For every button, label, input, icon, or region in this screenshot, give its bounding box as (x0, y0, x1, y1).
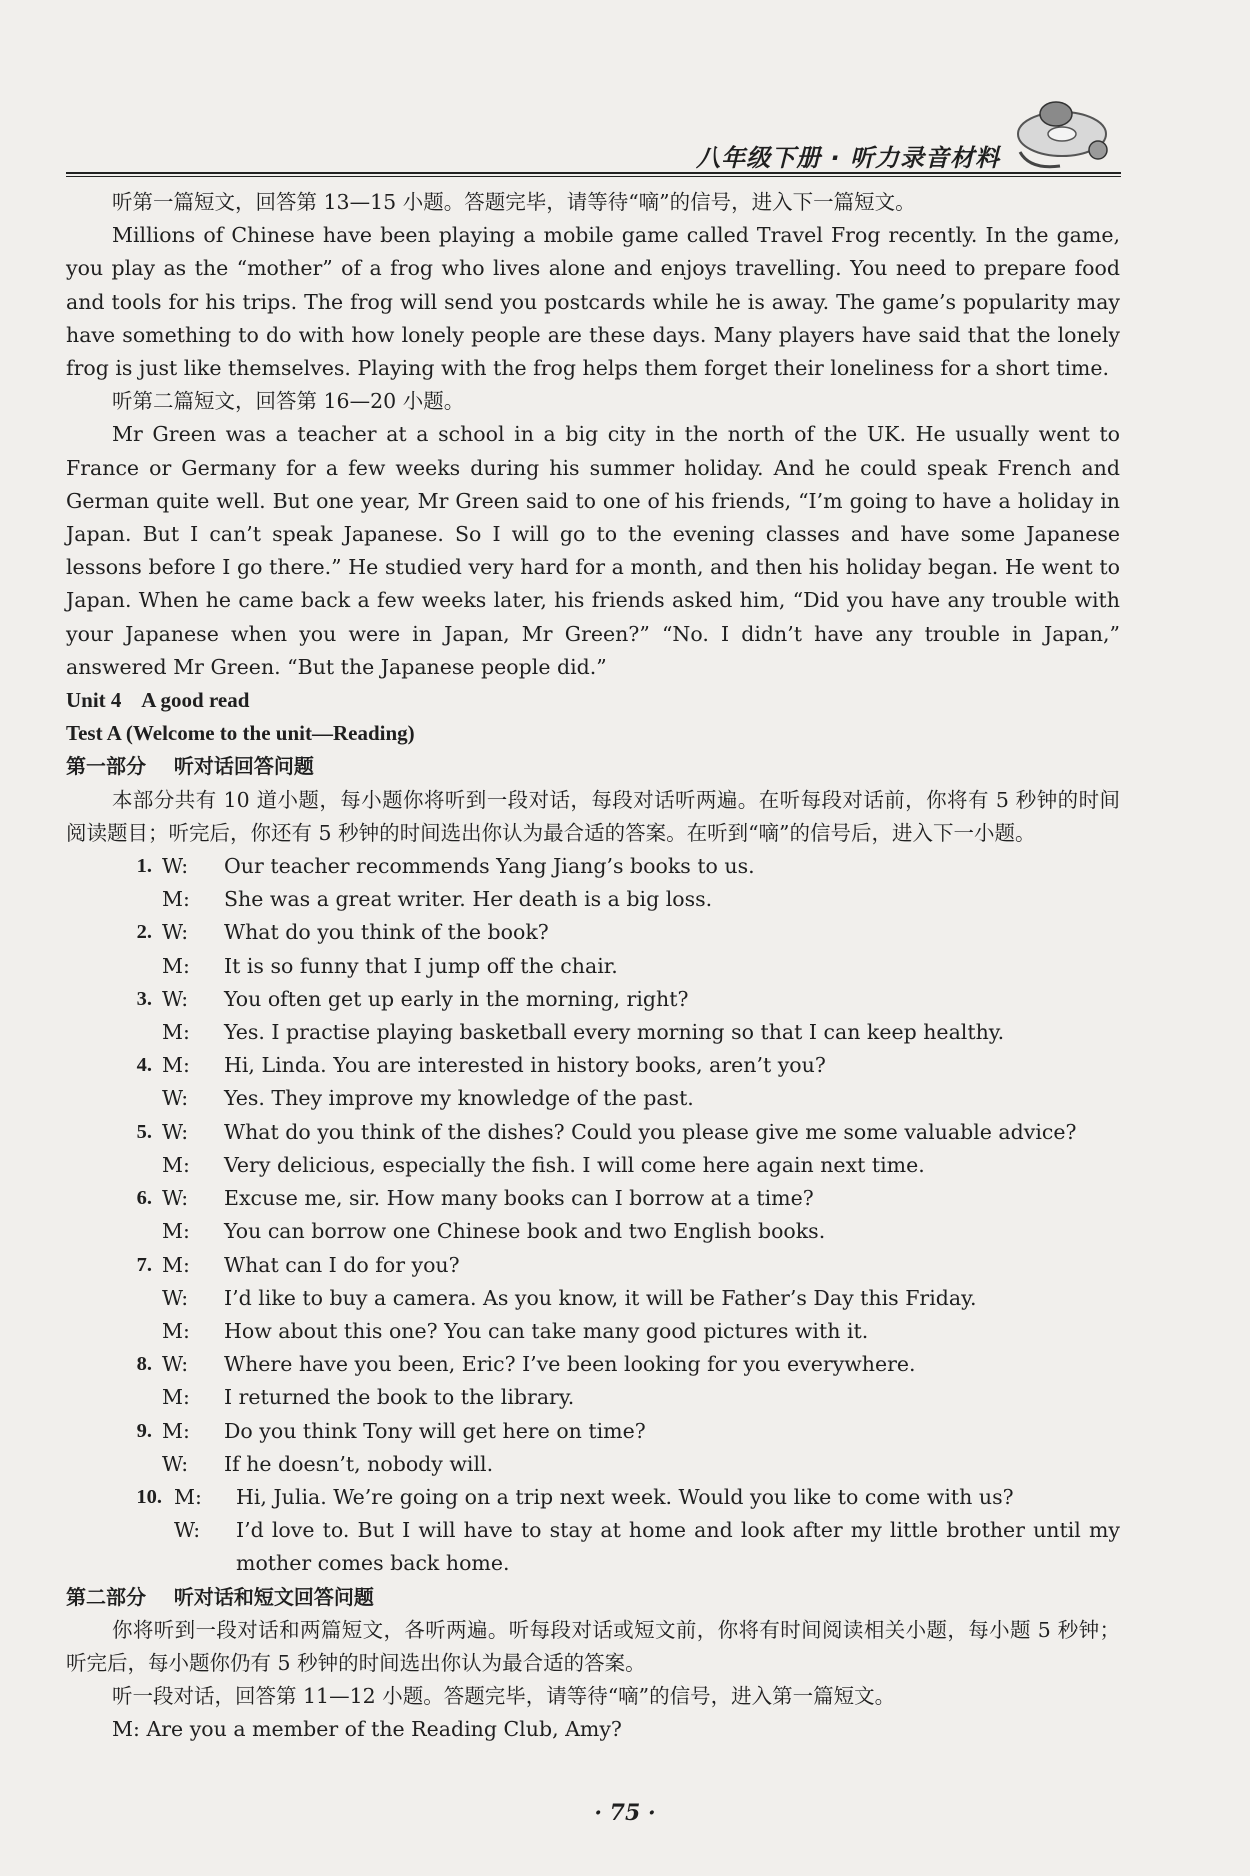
speaker: W: (162, 986, 189, 1011)
question-number: 7. (136, 1253, 152, 1276)
dialogue-line (66, 1282, 1120, 1315)
dialogue-line (66, 883, 1120, 916)
line-text: I returned the book to the library. (224, 1385, 575, 1410)
speaker: M: (162, 1252, 190, 1277)
line-text: Very delicious, especially the fish. I will come here again next time. (224, 1152, 925, 1177)
speaker: W: (162, 854, 189, 879)
speaker: W: (162, 1086, 189, 1111)
question-number: 8. (136, 1353, 152, 1376)
header-rule (66, 172, 1121, 174)
dialogue-line (66, 1348, 1120, 1381)
speaker: W: (162, 1186, 189, 1211)
dialogue-line (66, 1381, 1120, 1414)
part1-title: 第一部分 听对话回答问题 (66, 754, 314, 779)
dialogue-line (66, 1448, 1120, 1481)
dialogue-line (66, 1215, 1120, 1248)
speaker: M: (162, 1053, 190, 1078)
line-text: Yes. They improve my knowledge of the past. (224, 1086, 694, 1111)
passage2: Mr Green was a teacher at a school in a big city in the north of the UK. He usually went to France or Germany for a few weeks during his summer holiday. And he could speak French and German quite well. But one year, Mr Green said to one of his friends, “I’m going to have a holiday in Japan. But I can’t speak Japanese. So I will go to the evening classes and have some Japanese lessons before I go there.” He studied very hard for a month, and then his holiday began. He went to Japan. When he came back a few weeks later, his friends asked him, “Did you have any trouble with your Japanese when you were in Japan, Mr Green?” “No. I didn’t have any trouble in Japan,” answered Mr Green. “But the Japanese people did.” (66, 422, 1120, 679)
speaker: W: (174, 1518, 201, 1543)
speaker: M: (162, 1020, 190, 1045)
dialogue-line (66, 1514, 1120, 1580)
question-number: 1. (136, 855, 152, 878)
speaker: M: (162, 1385, 190, 1410)
line-text: Excuse me, sir. How many books can I borrow at a time? (224, 1186, 814, 1211)
line-text: How about this one? You can take many good pictures with it. (224, 1318, 869, 1343)
line-text: Where have you been, Eric? I’ve been looking for you everywhere. (224, 1352, 916, 1377)
headphones-cd-icon (1000, 92, 1120, 172)
part2-instructions: 你将听到一段对话和两篇短文，各听两遍。听每段对话或短文前，你将有时间阅读相关小题，每小题 5 秒钟；听完后，每小题你仍有 5 秒钟的时间选出你认为最合适的答案。 (66, 1617, 1120, 1675)
page-content (66, 186, 1120, 1747)
dialogue-line (66, 1415, 1120, 1448)
line-text: What do you think of the dishes? Could you please give me some valuable advice? (224, 1119, 1077, 1144)
speaker: M: (162, 1318, 190, 1343)
question-number: 6. (136, 1187, 152, 1210)
dialogue-line (66, 983, 1120, 1016)
line-text: What do you think of the book? (224, 920, 549, 945)
dialogue-line (66, 1182, 1120, 1215)
dialogue-line (66, 1116, 1120, 1149)
dialogue-line (66, 1315, 1120, 1348)
question-number: 10. (136, 1485, 162, 1508)
part2-title: 第二部分 听对话和短文回答问题 (66, 1584, 374, 1609)
line-text: You often get up early in the morning, right? (224, 986, 689, 1011)
speaker: W: (162, 1119, 189, 1144)
question-number: 2. (136, 921, 152, 944)
part2-intro-dialogue: 听一段对话，回答第 11—12 小题。答题完毕，请等待“嘀”的信号，进入第一篇短文。 (112, 1684, 896, 1709)
line-text: I’d love to. But I will have to stay at home and look after my little brother until my mother comes back home. (236, 1518, 1120, 1576)
dialogue-line (66, 850, 1120, 883)
unit-title: Unit 4 A good read (66, 688, 250, 713)
line-text: Are you a member of the Reading Club, Amy? (146, 1717, 622, 1742)
dialogue-line (66, 950, 1120, 983)
line-text: Do you think Tony will get here on time? (224, 1418, 646, 1443)
speaker: M: (162, 953, 190, 978)
line-text: Hi, Julia. We’re going on a trip next week. Would you like to come with us? (236, 1484, 1014, 1509)
speaker: M: (162, 887, 190, 912)
speaker: W: (162, 1352, 189, 1377)
test-title: Test A (Welcome to the unit—Reading) (66, 721, 415, 746)
speaker: W: (162, 920, 189, 945)
intro-passage1: 听第一篇短文，回答第 13—15 小题。答题完毕，请等待“嘀”的信号，进入下一篇短文。 (112, 190, 916, 214)
dialogue-line (66, 1481, 1120, 1514)
speaker: W: (162, 1451, 189, 1476)
line-text: I’d like to buy a camera. As you know, it will be Father’s Day this Friday. (224, 1285, 977, 1310)
dialogue-list (66, 850, 1120, 1580)
dialogue-line (66, 1149, 1120, 1182)
page-number: · 75 · (594, 1800, 656, 1826)
speaker: M: (162, 1418, 190, 1443)
line-text: Our teacher recommends Yang Jiang’s books to us. (224, 854, 755, 879)
header-rule-thin (66, 176, 1121, 177)
speaker: M: (162, 1152, 190, 1177)
line-text: She was a great writer. Her death is a big loss. (224, 887, 713, 912)
dialogue-line (66, 1016, 1120, 1049)
intro-passage2: 听第二篇短文，回答第 16—20 小题。 (112, 389, 465, 414)
speaker: M: (162, 1219, 190, 1244)
line-text: It is so funny that I jump off the chair. (224, 953, 618, 978)
dialogue-line (66, 1082, 1120, 1115)
question-number: 4. (136, 1054, 152, 1077)
part1-instructions: 本部分共有 10 道小题，每小题你将听到一段对话，每段对话听两遍。在听每段对话前，你将有 5 秒钟的时间阅读题目；听完后，你还有 5 秒钟的时间选出你认为最合适的答案。在听到“嘀”的信号后，进入下一小题。 (66, 787, 1120, 845)
speaker: M: (174, 1484, 202, 1509)
line-text: Yes. I practise playing basketball every morning so that I can keep healthy. (224, 1020, 1005, 1045)
dialogue-line (66, 1249, 1120, 1282)
question-number: 3. (136, 987, 152, 1010)
question-number: 5. (136, 1120, 152, 1143)
passage1: Millions of Chinese have been playing a mobile game called Travel Frog recently. In the game, you play as the “mother” of a frog who lives alone and enjoys travelling. You need to prepare food and tools for his trips. The frog will send you postcards while he is away. The game’s popularity may have something to do with how lonely people are these days. Many players have said that the lonely frog is just like themselves. Playing with the frog helps them forget their loneliness for a short time. (66, 223, 1120, 381)
line-text: If he doesn’t, nobody will. (224, 1451, 494, 1476)
line-text: You can borrow one Chinese book and two English books. (224, 1219, 826, 1244)
line-text: What can I do for you? (224, 1252, 460, 1277)
header-title: 八年级下册 · 听力录音材料 (696, 144, 1000, 172)
speaker: M: (112, 1717, 140, 1742)
part2-first-line (66, 1713, 1120, 1746)
question-number: 9. (136, 1419, 152, 1442)
line-text: Hi, Linda. You are interested in history books, aren’t you? (224, 1053, 826, 1078)
dialogue-line (66, 916, 1120, 949)
speaker: W: (162, 1285, 189, 1310)
dialogue-line (66, 1049, 1120, 1082)
